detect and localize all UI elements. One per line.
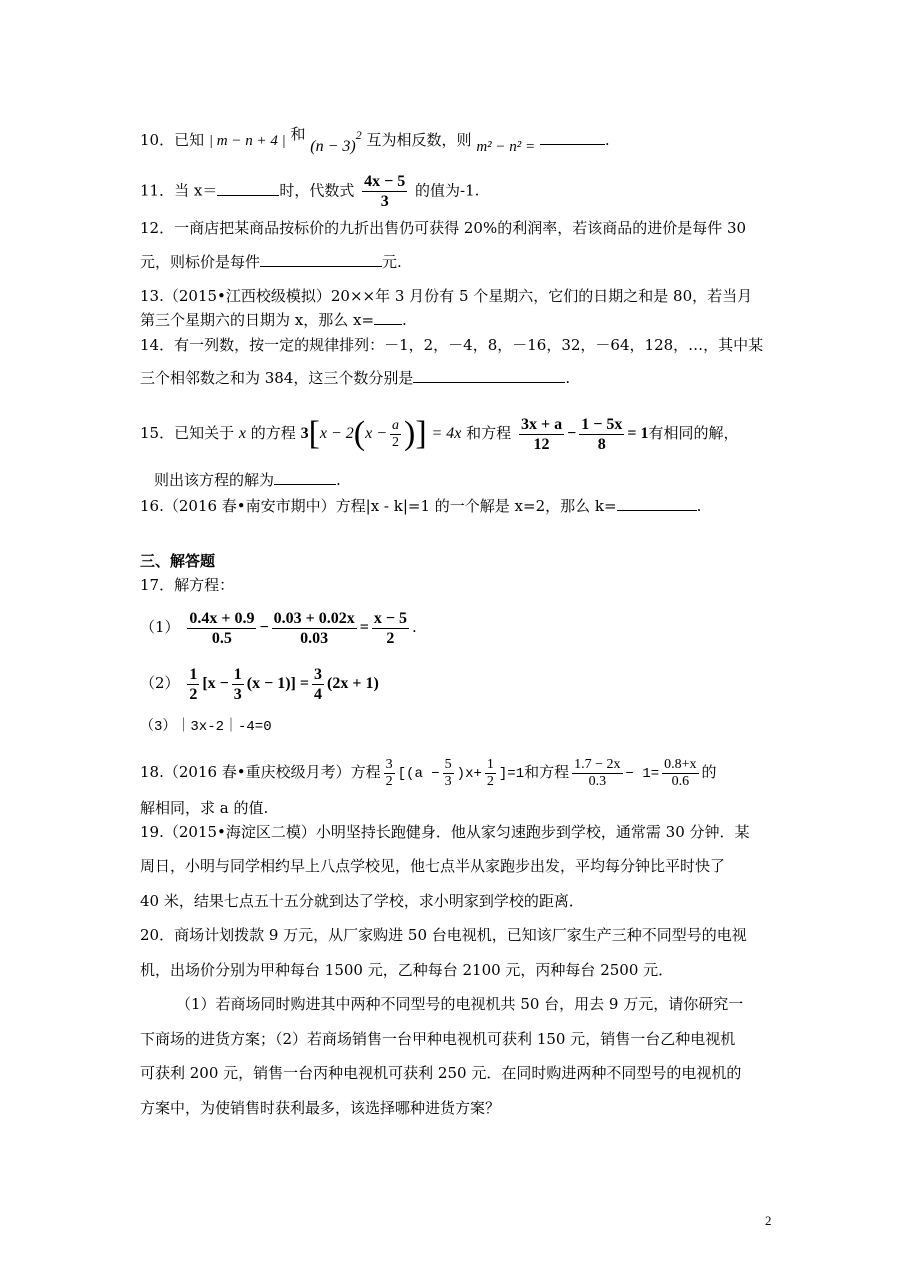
q15-frac1-den: 12: [533, 435, 550, 453]
q15-frac1: [519, 415, 564, 454]
q17-p2-bracket-term: [x −: [202, 675, 229, 692]
q18-term4: − 1=: [625, 766, 660, 782]
q17-p1-frac3: [372, 609, 409, 648]
q11-suffix: 的值为-1.: [415, 181, 480, 200]
q15-a: a: [392, 417, 400, 433]
q18-frac3-num: 1: [486, 756, 494, 772]
q15-eq1-inner: x −: [365, 425, 388, 442]
q17-p2-frac3-num: 3: [314, 665, 322, 683]
q15-eq1-rhs: = 4x: [431, 425, 462, 442]
q10-exponent: 2: [355, 128, 362, 142]
q15-frac1-num: 3x + a: [520, 415, 563, 433]
q11-middle: 时，代数式: [279, 181, 355, 200]
q13-answer-blank: [374, 310, 402, 325]
q14-suffix: .: [565, 369, 571, 387]
q16-answer-blank: [617, 496, 697, 511]
q17-p1-frac2-den: 0.03: [300, 629, 329, 647]
q15-bracket-close: ]: [415, 415, 427, 452]
q15-paren-close: ): [404, 415, 416, 452]
q17-p2-frac3-den: 4: [314, 685, 322, 703]
q15-eq1-coef: 3: [300, 425, 309, 442]
q15-bracket-open: [: [308, 415, 320, 452]
q17-p1-frac1-den: 0.5: [211, 629, 232, 647]
q15-eq1-term: x − 2: [319, 425, 354, 442]
question-19-line2: 周日，小明与同学相约早上八点学校见，他七点半从家跑步出发，平均每分钟比平时快了: [140, 857, 726, 875]
q10-label: 10．已知: [140, 131, 205, 149]
question-17-part1: [140, 604, 417, 650]
q10-answer-blank: [540, 130, 605, 145]
page-number: 2: [765, 1213, 772, 1228]
question-14-line2: [140, 368, 570, 388]
question-18-line2: 解相同，求 a 的值.: [140, 799, 269, 817]
q15-line2-prefix: 则出该方程的解为: [154, 471, 275, 489]
q17-p1-frac1: [187, 609, 256, 648]
q18-frac4-den: 0.3: [588, 773, 607, 789]
q10-square-expr: (n − 3): [310, 138, 356, 155]
q17-p2-frac2-den: 3: [233, 685, 242, 703]
q15-frac2: [579, 415, 624, 454]
q17-p2-end: (2x + 1): [327, 675, 379, 692]
q18-suffix: 的: [701, 763, 717, 781]
question-12-line2: [140, 252, 402, 272]
q12-prefix: 元，则标价是每件: [140, 253, 261, 271]
q18-frac3-den: 2: [486, 773, 494, 789]
q11-fraction: [362, 172, 407, 211]
question-12-line1: 12．一商店把某商品按标价的九折出售仍可获得 20%的利润率，若该商品的进价是每件 30: [140, 219, 747, 237]
question-14-line1: 14．有一列数，按一定的规律排列：－1，2，－4，8，－16，32，－64，128，…，其中某: [140, 336, 764, 354]
q15-suffix: 有相同的解，: [648, 424, 739, 442]
question-20-line2: 机，出场价分别为甲种每台 1500 元，乙种每台 2100 元，丙种每台 2500 元．: [140, 961, 674, 979]
q17-p1-equals: =: [359, 619, 369, 636]
q18-frac1: [384, 757, 395, 790]
q18-frac4-num: 1.7 − 2x: [574, 756, 621, 772]
question-19-line1: 19.（2015•海淀区二模）小明坚持长跑健身．他从家匀速跑步到学校，通常需 30 分钟．某: [140, 823, 750, 841]
q18-frac1-den: 2: [385, 773, 393, 789]
q13-suffix: .: [402, 311, 407, 329]
q18-term1: [(a −: [397, 766, 440, 782]
q10-and: 和: [290, 125, 306, 143]
q15-minus: −: [567, 425, 577, 442]
q13-prefix: 第三个星期六的日期为 x，那么 x=: [140, 311, 375, 329]
q18-frac2: [443, 757, 454, 790]
q10-result-expr: m² − n² =: [476, 139, 536, 155]
q17-p2-frac1-num: 1: [189, 665, 198, 683]
q15-frac2-num: 1 − 5x: [581, 415, 623, 433]
section-heading: 三、解答题: [140, 552, 216, 570]
q18-frac5-num: 0.8+x: [664, 756, 697, 772]
q16-prefix: 16.（2016 春•南安市期中）方程|x - k|=1 的一个解是 x=2，那么 k=: [140, 497, 617, 515]
q17-p1-frac2: [272, 609, 357, 648]
q18-frac3: [485, 757, 496, 790]
q17-p1-end: .: [411, 618, 417, 636]
q17-p1-frac2-num: 0.03 + 0.02x: [273, 609, 355, 627]
q17-p2-frac3: [312, 665, 324, 704]
q10-abs-expr: | m − n + 4 |: [208, 133, 286, 149]
question-13-line2: [140, 310, 407, 330]
q18-prefix: 18.（2016 春•重庆校级月考）方程: [140, 763, 381, 781]
q18-frac1-num: 3: [385, 756, 393, 772]
question-19-line3: 40 米，结果七点五十五分就到达了学校，求小明家到学校的距离．: [140, 892, 584, 910]
q15-frac2-den: 8: [597, 435, 606, 453]
question-20-line6: 方案中，为使销售时获利最多，该选择哪种进货方案？: [140, 1099, 501, 1117]
q17-p1-label: （1）: [140, 618, 180, 636]
question-15-line2: [154, 470, 341, 490]
q14-answer-blank: [413, 368, 565, 383]
q17-p2-label: （2）: [140, 674, 180, 692]
q15-prefix: 15．已知关于: [140, 424, 235, 442]
q18-term2: )x+: [456, 766, 482, 782]
q15-a-over-2: [390, 418, 401, 451]
q12-suffix: 元.: [382, 253, 402, 271]
question-11: [140, 172, 479, 211]
question-20-line5: 可获利 200 元，销售一台丙种电视机可获利 250 元．在同时购进两种不同型号的电视机的: [140, 1064, 742, 1082]
q15-line2-suffix: .: [336, 471, 341, 489]
q17-p2-rest: (x − 1)] =: [246, 675, 309, 692]
question-17-part3: （3）｜3x-2｜-4=0: [140, 719, 272, 735]
q18-frac5-den: 0.6: [671, 773, 690, 789]
q10-end: .: [604, 131, 610, 149]
q18-term3: ]=1: [498, 766, 525, 782]
question-20-line1: 20．商场计划拨款 9 万元，从厂家购进 50 台电视机，已知该厂家生产三种不同型号的电视: [140, 926, 747, 944]
q10-text: 互为相反数，则: [366, 131, 472, 149]
q11-denominator: 3: [380, 193, 389, 210]
q15-middle: 的方程: [250, 424, 296, 442]
question-15: [140, 405, 738, 461]
question-13-line1: 13.（2015•江西校级模拟）20××年 3 月份有 5 个星期六，它们的日期之和是 80，若当月: [140, 287, 753, 305]
q18-frac2-den: 3: [444, 773, 452, 789]
q18-frac5: [662, 757, 698, 790]
q15-answer-blank: [274, 470, 336, 485]
q17-p2-frac2: [232, 665, 244, 704]
q14-prefix: 三个相邻数之和为 384，这三个数分别是: [140, 369, 414, 387]
q18-and: 和方程: [524, 763, 570, 781]
q18-frac4: [572, 757, 622, 790]
q11-prefix: 11．当 x＝: [140, 181, 218, 200]
question-20-line4: 下商场的进货方案；（2）若商场销售一台甲种电视机可获利 150 元，销售一台乙种电视机: [140, 1030, 736, 1048]
q17-p1-frac3-den: 2: [386, 629, 395, 647]
q15-paren-open: (: [353, 415, 366, 452]
q12-answer-blank: [260, 252, 382, 267]
q16-suffix: .: [696, 497, 702, 515]
q17-p1-minus: −: [259, 619, 269, 636]
q15-two: 2: [392, 434, 400, 450]
q15-and: 和方程: [466, 424, 512, 442]
question-10: [140, 125, 610, 155]
question-18: [140, 752, 717, 792]
q17-p2-frac1-den: 2: [189, 685, 198, 703]
question-20-line3: （1）若商场同时购进其中两种不同型号的电视机共 50 台，用去 9 万元，请你研究一: [176, 995, 744, 1013]
question-17-title: 17．解方程：: [140, 576, 235, 594]
q17-p2-frac1: [187, 665, 199, 704]
q18-frac2-num: 5: [444, 756, 452, 772]
q15-eq2-rhs: = 1: [627, 425, 649, 442]
question-16: [140, 496, 701, 516]
q15-variable: x: [238, 425, 246, 442]
question-17-part2: [140, 660, 379, 706]
q17-p1-frac3-num: x − 5: [373, 609, 407, 627]
q17-p1-frac1-num: 0.4x + 0.9: [189, 609, 255, 627]
q11-numerator: 4x − 5: [364, 173, 406, 190]
q11-answer-blank: [217, 181, 279, 196]
q17-p2-frac2-num: 1: [233, 665, 242, 683]
